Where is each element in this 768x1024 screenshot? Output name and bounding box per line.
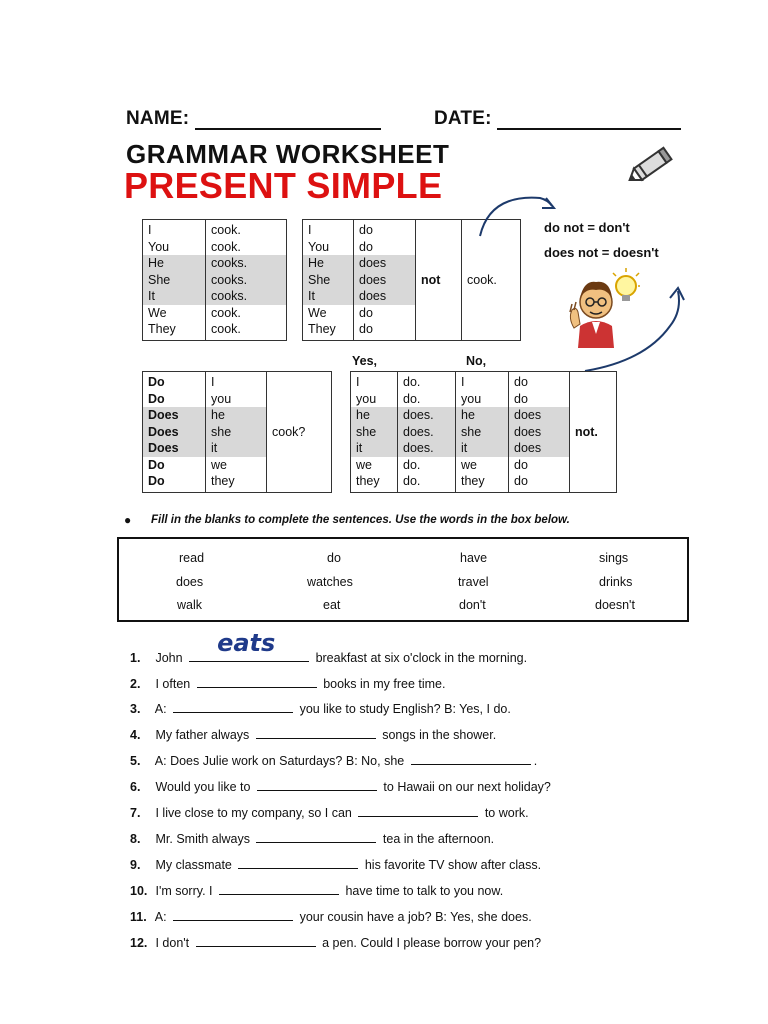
- cell: He: [303, 255, 353, 272]
- cell: do.: [403, 375, 421, 389]
- cell: he: [456, 407, 508, 424]
- word-item: have: [460, 551, 488, 565]
- question-4: [130, 726, 496, 742]
- verb-cell: cook?: [267, 372, 332, 493]
- cell: I: [461, 375, 465, 389]
- cell: does.: [398, 440, 455, 457]
- cell: do: [514, 474, 528, 488]
- cell: we: [211, 457, 227, 472]
- answer-blank[interactable]: [358, 804, 478, 817]
- cell: It: [143, 288, 205, 305]
- question-text: A:: [154, 702, 167, 716]
- cell: does.: [398, 424, 455, 441]
- cell: I: [356, 375, 360, 389]
- question-7: [130, 804, 529, 820]
- cell: does: [509, 407, 569, 424]
- cell: do.: [403, 474, 421, 488]
- answer-blank[interactable]: [197, 675, 317, 688]
- question-10: [130, 882, 503, 898]
- cell: does: [354, 272, 415, 289]
- no-aux-column: [509, 372, 570, 493]
- question-text: My classmate: [155, 858, 232, 872]
- cell: you: [461, 391, 482, 406]
- word-item: doesn't: [595, 598, 635, 612]
- question-text: I live close to my company, so I can: [155, 806, 352, 820]
- word-item: eat: [323, 598, 341, 612]
- question-number: 6.: [130, 780, 141, 794]
- cell: they: [356, 474, 380, 488]
- verb-column: [206, 220, 287, 341]
- affirmative-table: [142, 219, 287, 341]
- cell: you: [356, 391, 377, 406]
- question-number: 9.: [130, 858, 141, 872]
- word-item: read: [179, 551, 205, 565]
- cell: They: [308, 322, 336, 336]
- contraction-note-does: does not = doesn't: [544, 245, 659, 260]
- pencil-icon: [622, 144, 678, 190]
- subject-column: [143, 220, 206, 341]
- cell: do.: [403, 391, 421, 406]
- question-number: 5.: [130, 754, 141, 768]
- cell: cook.: [211, 305, 241, 320]
- cell: do: [359, 223, 373, 237]
- cell: It: [303, 288, 353, 305]
- answer-blank[interactable]: [173, 700, 293, 713]
- cell: I: [148, 223, 152, 237]
- question-6: [130, 778, 551, 794]
- cell: she: [456, 424, 508, 441]
- question-text: Mr. Smith always: [155, 832, 250, 846]
- date-label: DATE:: [434, 108, 492, 129]
- question-text: I often: [155, 677, 191, 691]
- question-number: 3.: [130, 702, 141, 716]
- word-item: don't: [459, 598, 486, 612]
- question-number: 7.: [130, 806, 141, 820]
- cell: does.: [398, 407, 455, 424]
- name-label: NAME:: [126, 108, 190, 129]
- cell: You: [308, 239, 330, 254]
- name-field[interactable]: [126, 108, 381, 130]
- cell: Do: [148, 474, 165, 488]
- verb-cell: cook.: [462, 220, 521, 341]
- answer-blank[interactable]: [196, 934, 316, 947]
- answer-blank[interactable]: [257, 778, 377, 791]
- question-number: 11.: [130, 910, 147, 924]
- question-3: [130, 700, 511, 716]
- cell: cook.: [211, 239, 241, 254]
- cell: do: [359, 305, 373, 320]
- cell: Do: [148, 391, 165, 406]
- cell: She: [143, 272, 205, 289]
- cell: Does: [143, 440, 205, 457]
- cell: they: [211, 474, 235, 488]
- question-text: A: Does Julie work on Saturdays? B: No, she: [154, 754, 405, 768]
- answer-blank[interactable]: [189, 629, 309, 662]
- subject-column: [303, 220, 354, 341]
- cell: we: [461, 457, 477, 472]
- question-text: Would you like to: [155, 780, 251, 794]
- question-number: 2.: [130, 677, 141, 691]
- question-5: [130, 752, 537, 768]
- cell: he: [206, 407, 266, 424]
- subject-column: [206, 372, 267, 493]
- arrows-decoration: [470, 186, 690, 386]
- question-text: A:: [154, 910, 167, 924]
- question-text: tea in the afternoon.: [382, 832, 495, 846]
- cell: They: [148, 322, 176, 336]
- cell: Do: [148, 457, 165, 472]
- question-number: 8.: [130, 832, 141, 846]
- question-text: have time to talk to you now.: [345, 884, 504, 898]
- word-item: sings: [599, 551, 629, 565]
- no-subject-column: [456, 372, 509, 493]
- yes-aux-column: [398, 372, 456, 493]
- question-text: your cousin have a job? B: Yes, she does.: [299, 910, 532, 924]
- cell: do: [514, 375, 528, 389]
- cell: We: [148, 305, 167, 320]
- answer-blank[interactable]: [238, 856, 358, 869]
- cell: We: [308, 305, 327, 320]
- question-9: [130, 856, 541, 872]
- question-number: 12.: [130, 936, 148, 950]
- bullet-icon: ●: [124, 513, 132, 527]
- aux-column: [143, 372, 206, 493]
- cell: I: [211, 375, 215, 389]
- question-text: you like to study English? B: Yes, I do.: [299, 702, 511, 716]
- cell: she: [206, 424, 266, 441]
- question-text: a pen. Could I please borrow your pen?: [322, 936, 542, 950]
- not-cell: not: [416, 220, 462, 341]
- short-answer-table: [350, 371, 617, 493]
- cell: Do: [148, 375, 165, 389]
- question-12: [130, 934, 541, 950]
- question-text: My father always: [155, 728, 250, 742]
- answer-blank[interactable]: [411, 752, 531, 765]
- cell: you: [211, 391, 232, 406]
- cell: it: [351, 440, 397, 457]
- word-box: [117, 537, 689, 622]
- cell: she: [351, 424, 397, 441]
- word-item: does: [176, 575, 204, 589]
- answer-blank[interactable]: [256, 726, 376, 739]
- cell: cook.: [211, 223, 241, 237]
- question-1: [130, 629, 528, 665]
- cell: do: [359, 239, 373, 254]
- cell: does: [354, 255, 415, 272]
- cell: He: [143, 255, 205, 272]
- word-item: drinks: [599, 575, 633, 589]
- cell: do.: [403, 457, 421, 472]
- cell: we: [356, 457, 372, 472]
- cell: I: [308, 223, 312, 237]
- answer-blank[interactable]: [173, 908, 293, 921]
- handwritten-answer: eats: [217, 629, 276, 657]
- cell: cooks.: [206, 272, 286, 289]
- cell: it: [456, 440, 508, 457]
- question-2: [130, 675, 445, 691]
- question-number: 1.: [130, 651, 141, 665]
- cell: do: [514, 391, 528, 406]
- word-item: watches: [307, 575, 353, 589]
- word-item: walk: [177, 598, 203, 612]
- question-text: John: [155, 651, 183, 665]
- cell: cooks.: [206, 255, 286, 272]
- yes-label: Yes,: [352, 354, 378, 368]
- cell: he: [351, 407, 397, 424]
- question-text: books in my free time.: [323, 677, 446, 691]
- yes-subject-column: [351, 372, 398, 493]
- question-text: to work.: [484, 806, 529, 820]
- cell: it: [206, 440, 266, 457]
- question-11: [130, 908, 532, 924]
- cell: Does: [143, 424, 205, 441]
- word-item: do: [327, 551, 341, 565]
- date-field[interactable]: [434, 108, 681, 130]
- cell: Does: [143, 407, 205, 424]
- worksheet-subtitle: PRESENT SIMPLE: [124, 165, 443, 206]
- question-text: to Hawaii on our next holiday?: [383, 780, 551, 794]
- aux-column: [354, 220, 416, 341]
- cell: does: [509, 440, 569, 457]
- worksheet-title: GRAMMAR WORKSHEET: [126, 139, 450, 169]
- not-cell: not.: [570, 372, 617, 493]
- cell: cooks.: [206, 288, 286, 305]
- name-line[interactable]: [195, 108, 381, 130]
- answer-blank[interactable]: [219, 882, 339, 895]
- question-text: his favorite TV show after class.: [364, 858, 542, 872]
- cell: they: [461, 474, 485, 488]
- contraction-note-do: do not = don't: [544, 220, 630, 235]
- instruction-text: Fill in the blanks to complete the sentences. Use the words in the box below.: [151, 514, 570, 526]
- question-number: 4.: [130, 728, 141, 742]
- cell: do: [359, 322, 373, 336]
- question-text: songs in the shower.: [382, 728, 497, 742]
- no-label: No,: [466, 354, 487, 368]
- question-number: 10.: [130, 884, 148, 898]
- question-text: I'm sorry. I: [155, 884, 213, 898]
- question-text: .: [533, 754, 538, 768]
- cell: do: [514, 457, 528, 472]
- question-text: breakfast at six o'clock in the morning.: [315, 651, 528, 665]
- cell: does: [509, 424, 569, 441]
- date-line[interactable]: [497, 108, 681, 130]
- cell: cook.: [211, 322, 241, 336]
- question-table: [142, 371, 332, 493]
- cell: She: [303, 272, 353, 289]
- cell: does: [354, 288, 415, 305]
- answer-blank[interactable]: [256, 830, 376, 843]
- question-text: I don't: [155, 936, 190, 950]
- question-8: [130, 830, 494, 846]
- cell: You: [148, 239, 170, 254]
- word-item: travel: [458, 575, 489, 589]
